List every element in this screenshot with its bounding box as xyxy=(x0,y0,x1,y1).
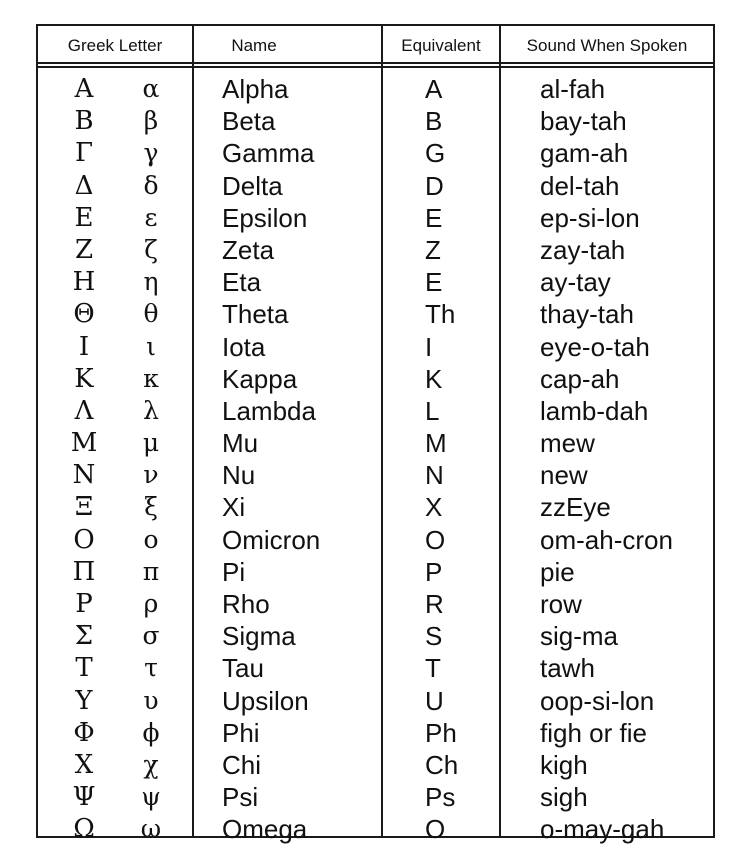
lowercase-letter: ρ xyxy=(143,589,159,618)
letter-name: Omicron xyxy=(222,524,321,555)
uppercase-letter: Η xyxy=(72,267,96,298)
uppercase-letter: Φ xyxy=(73,717,95,748)
letter-name: Iota xyxy=(222,331,266,362)
pronunciation: row xyxy=(540,589,582,619)
header-equivalent: Equivalent xyxy=(401,36,481,55)
pronunciation: o-may-gah xyxy=(540,814,665,845)
latin-equivalent: U xyxy=(425,685,444,716)
table-row xyxy=(38,588,713,620)
latin-equivalent: Z xyxy=(425,234,441,265)
lowercase-letter: τ xyxy=(144,653,158,683)
table-row xyxy=(38,105,713,137)
pronunciation: om-ah-cron xyxy=(540,524,673,555)
letter-name: Gamma xyxy=(222,138,315,169)
uppercase-letter: Ο xyxy=(73,524,95,555)
letter-name: Kappa xyxy=(222,363,298,394)
table-row xyxy=(38,363,713,395)
uppercase-letter: Δ xyxy=(74,170,94,201)
pronunciation: al-fah xyxy=(540,74,606,104)
table-row xyxy=(38,266,713,298)
letter-name: Eta xyxy=(222,267,262,298)
lowercase-letter: κ xyxy=(143,363,159,393)
latin-equivalent: G xyxy=(425,138,446,169)
table-row xyxy=(38,491,713,523)
pronunciation: thay-tah xyxy=(540,299,634,330)
pronunciation: gam-ah xyxy=(540,138,629,169)
latin-equivalent: L xyxy=(425,395,440,426)
latin-equivalent: E xyxy=(425,267,443,298)
uppercase-letter: Τ xyxy=(75,653,93,684)
uppercase-letter: Π xyxy=(72,556,96,587)
latin-equivalent: Ch xyxy=(425,749,459,780)
lowercase-letter: μ xyxy=(142,428,160,458)
table-row xyxy=(38,395,713,427)
letter-name: Lambda xyxy=(222,395,316,426)
latin-equivalent: M xyxy=(425,428,447,459)
lowercase-letter: λ xyxy=(143,395,159,425)
pronunciation: figh or fie xyxy=(540,717,647,748)
table-row xyxy=(38,556,713,588)
lowercase-letter: γ xyxy=(143,138,159,168)
latin-equivalent: N xyxy=(425,460,444,491)
lowercase-letter: σ xyxy=(142,621,160,651)
uppercase-letter: Γ xyxy=(74,138,94,169)
table-row xyxy=(38,202,713,234)
lowercase-letter: π xyxy=(142,556,160,586)
lowercase-letter: ε xyxy=(144,202,158,232)
uppercase-letter: Λ xyxy=(74,395,94,426)
table-row xyxy=(38,137,713,169)
pronunciation: mew xyxy=(540,428,595,459)
uppercase-letter: Ν xyxy=(72,460,96,491)
lowercase-letter: δ xyxy=(143,170,159,200)
table-row xyxy=(38,298,713,330)
pronunciation: oop-si-lon xyxy=(540,685,655,716)
pronunciation: bay-tah xyxy=(540,106,627,137)
latin-equivalent: B xyxy=(425,106,443,137)
table-row xyxy=(38,813,713,845)
pronunciation: del-tah xyxy=(540,170,620,201)
pronunciation: tawh xyxy=(540,653,595,684)
uppercase-letter: Β xyxy=(74,106,94,137)
pronunciation: ay-tay xyxy=(540,267,611,298)
lowercase-letter: ξ xyxy=(144,492,158,522)
uppercase-letter: Ω xyxy=(73,814,95,845)
table-row xyxy=(38,524,713,556)
letter-name: Tau xyxy=(222,653,264,684)
lowercase-letter: ο xyxy=(143,524,159,554)
latin-equivalent: Ph xyxy=(425,717,457,748)
pronunciation: sigh xyxy=(540,782,588,813)
uppercase-letter: Ξ xyxy=(74,492,94,523)
letter-name: Delta xyxy=(222,170,283,201)
header-name: Name xyxy=(231,36,277,55)
letter-name: Beta xyxy=(222,106,276,137)
pronunciation: pie xyxy=(540,556,575,587)
pronunciation: zay-tah xyxy=(540,234,626,265)
uppercase-letter: Χ xyxy=(74,749,94,780)
letter-name: Epsilon xyxy=(222,202,308,233)
latin-equivalent: R xyxy=(425,589,444,619)
letter-name: Upsilon xyxy=(222,685,309,716)
letter-name: Psi xyxy=(222,782,259,813)
pronunciation: cap-ah xyxy=(540,363,620,394)
uppercase-letter: Μ xyxy=(70,428,98,459)
pronunciation: kigh xyxy=(540,749,588,780)
header-greek-letter: Greek Letter xyxy=(67,36,163,55)
letter-name: Zeta xyxy=(222,234,275,265)
letter-name: Phi xyxy=(222,717,260,748)
pronunciation: new xyxy=(540,460,588,491)
lowercase-letter: α xyxy=(142,74,160,103)
lowercase-letter: η xyxy=(143,267,159,297)
lowercase-letter: υ xyxy=(143,685,159,715)
latin-equivalent: O xyxy=(425,524,446,555)
pronunciation: eye-o-tah xyxy=(540,331,650,362)
letter-name: Theta xyxy=(222,299,289,330)
table-row xyxy=(38,717,713,749)
latin-equivalent: A xyxy=(425,74,443,104)
lowercase-letter: β xyxy=(143,106,159,136)
table-row xyxy=(38,685,713,717)
latin-equivalent: S xyxy=(425,621,443,652)
table-row xyxy=(38,73,713,105)
lowercase-letter: ν xyxy=(143,460,159,490)
table-body xyxy=(38,73,713,846)
letter-name: Sigma xyxy=(222,621,296,652)
letter-name: Pi xyxy=(222,556,246,587)
table-row xyxy=(38,459,713,491)
latin-equivalent: D xyxy=(425,170,444,201)
uppercase-letter: Υ xyxy=(75,685,93,716)
table-row xyxy=(38,781,713,813)
table-row xyxy=(38,652,713,684)
table-row xyxy=(38,331,713,363)
lowercase-letter: ζ xyxy=(144,234,158,264)
lowercase-letter: ϕ xyxy=(142,717,160,747)
uppercase-letter: Κ xyxy=(74,363,94,394)
pronunciation: ep-si-lon xyxy=(540,202,640,233)
letter-name: Alpha xyxy=(222,74,289,104)
letter-name: Mu xyxy=(222,428,259,459)
lowercase-letter: ω xyxy=(140,814,162,844)
pronunciation: lamb-dah xyxy=(540,395,649,426)
latin-equivalent: K xyxy=(425,363,443,394)
uppercase-letter: Α xyxy=(74,74,94,104)
letter-name: Xi xyxy=(222,492,246,523)
greek-alphabet-table xyxy=(36,24,715,845)
table-row xyxy=(38,234,713,266)
lowercase-letter: χ xyxy=(143,749,159,779)
uppercase-letter: Ψ xyxy=(72,782,96,813)
lowercase-letter: ι xyxy=(146,331,156,361)
letter-name: Nu xyxy=(222,460,256,491)
letter-name: Rho xyxy=(222,589,270,619)
latin-equivalent: X xyxy=(425,492,443,523)
header-sound: Sound When Spoken xyxy=(526,36,688,55)
table-row xyxy=(38,170,713,202)
latin-equivalent: E xyxy=(425,202,443,233)
latin-equivalent: Th xyxy=(425,299,456,330)
latin-equivalent: P xyxy=(425,556,443,587)
lowercase-letter: θ xyxy=(143,299,159,329)
table-row xyxy=(38,427,713,459)
pronunciation: sig-ma xyxy=(540,621,619,652)
lowercase-letter: ψ xyxy=(141,782,161,812)
header-divider xyxy=(38,62,713,64)
latin-equivalent: Ps xyxy=(425,782,456,813)
header-divider xyxy=(38,66,713,68)
latin-equivalent: I xyxy=(425,331,433,362)
uppercase-letter: Ζ xyxy=(74,234,94,265)
uppercase-letter: Ρ xyxy=(75,589,93,619)
latin-equivalent: T xyxy=(425,653,441,684)
latin-equivalent: O xyxy=(425,814,446,845)
table-row xyxy=(38,749,713,781)
uppercase-letter: Θ xyxy=(73,299,95,330)
uppercase-letter: Ε xyxy=(74,202,94,233)
letter-name: Omega xyxy=(222,814,308,845)
uppercase-letter: Σ xyxy=(74,621,94,652)
pronunciation: zzEye xyxy=(540,492,611,523)
table-row xyxy=(38,620,713,652)
letter-name: Chi xyxy=(222,749,262,780)
uppercase-letter: Ι xyxy=(78,331,90,362)
